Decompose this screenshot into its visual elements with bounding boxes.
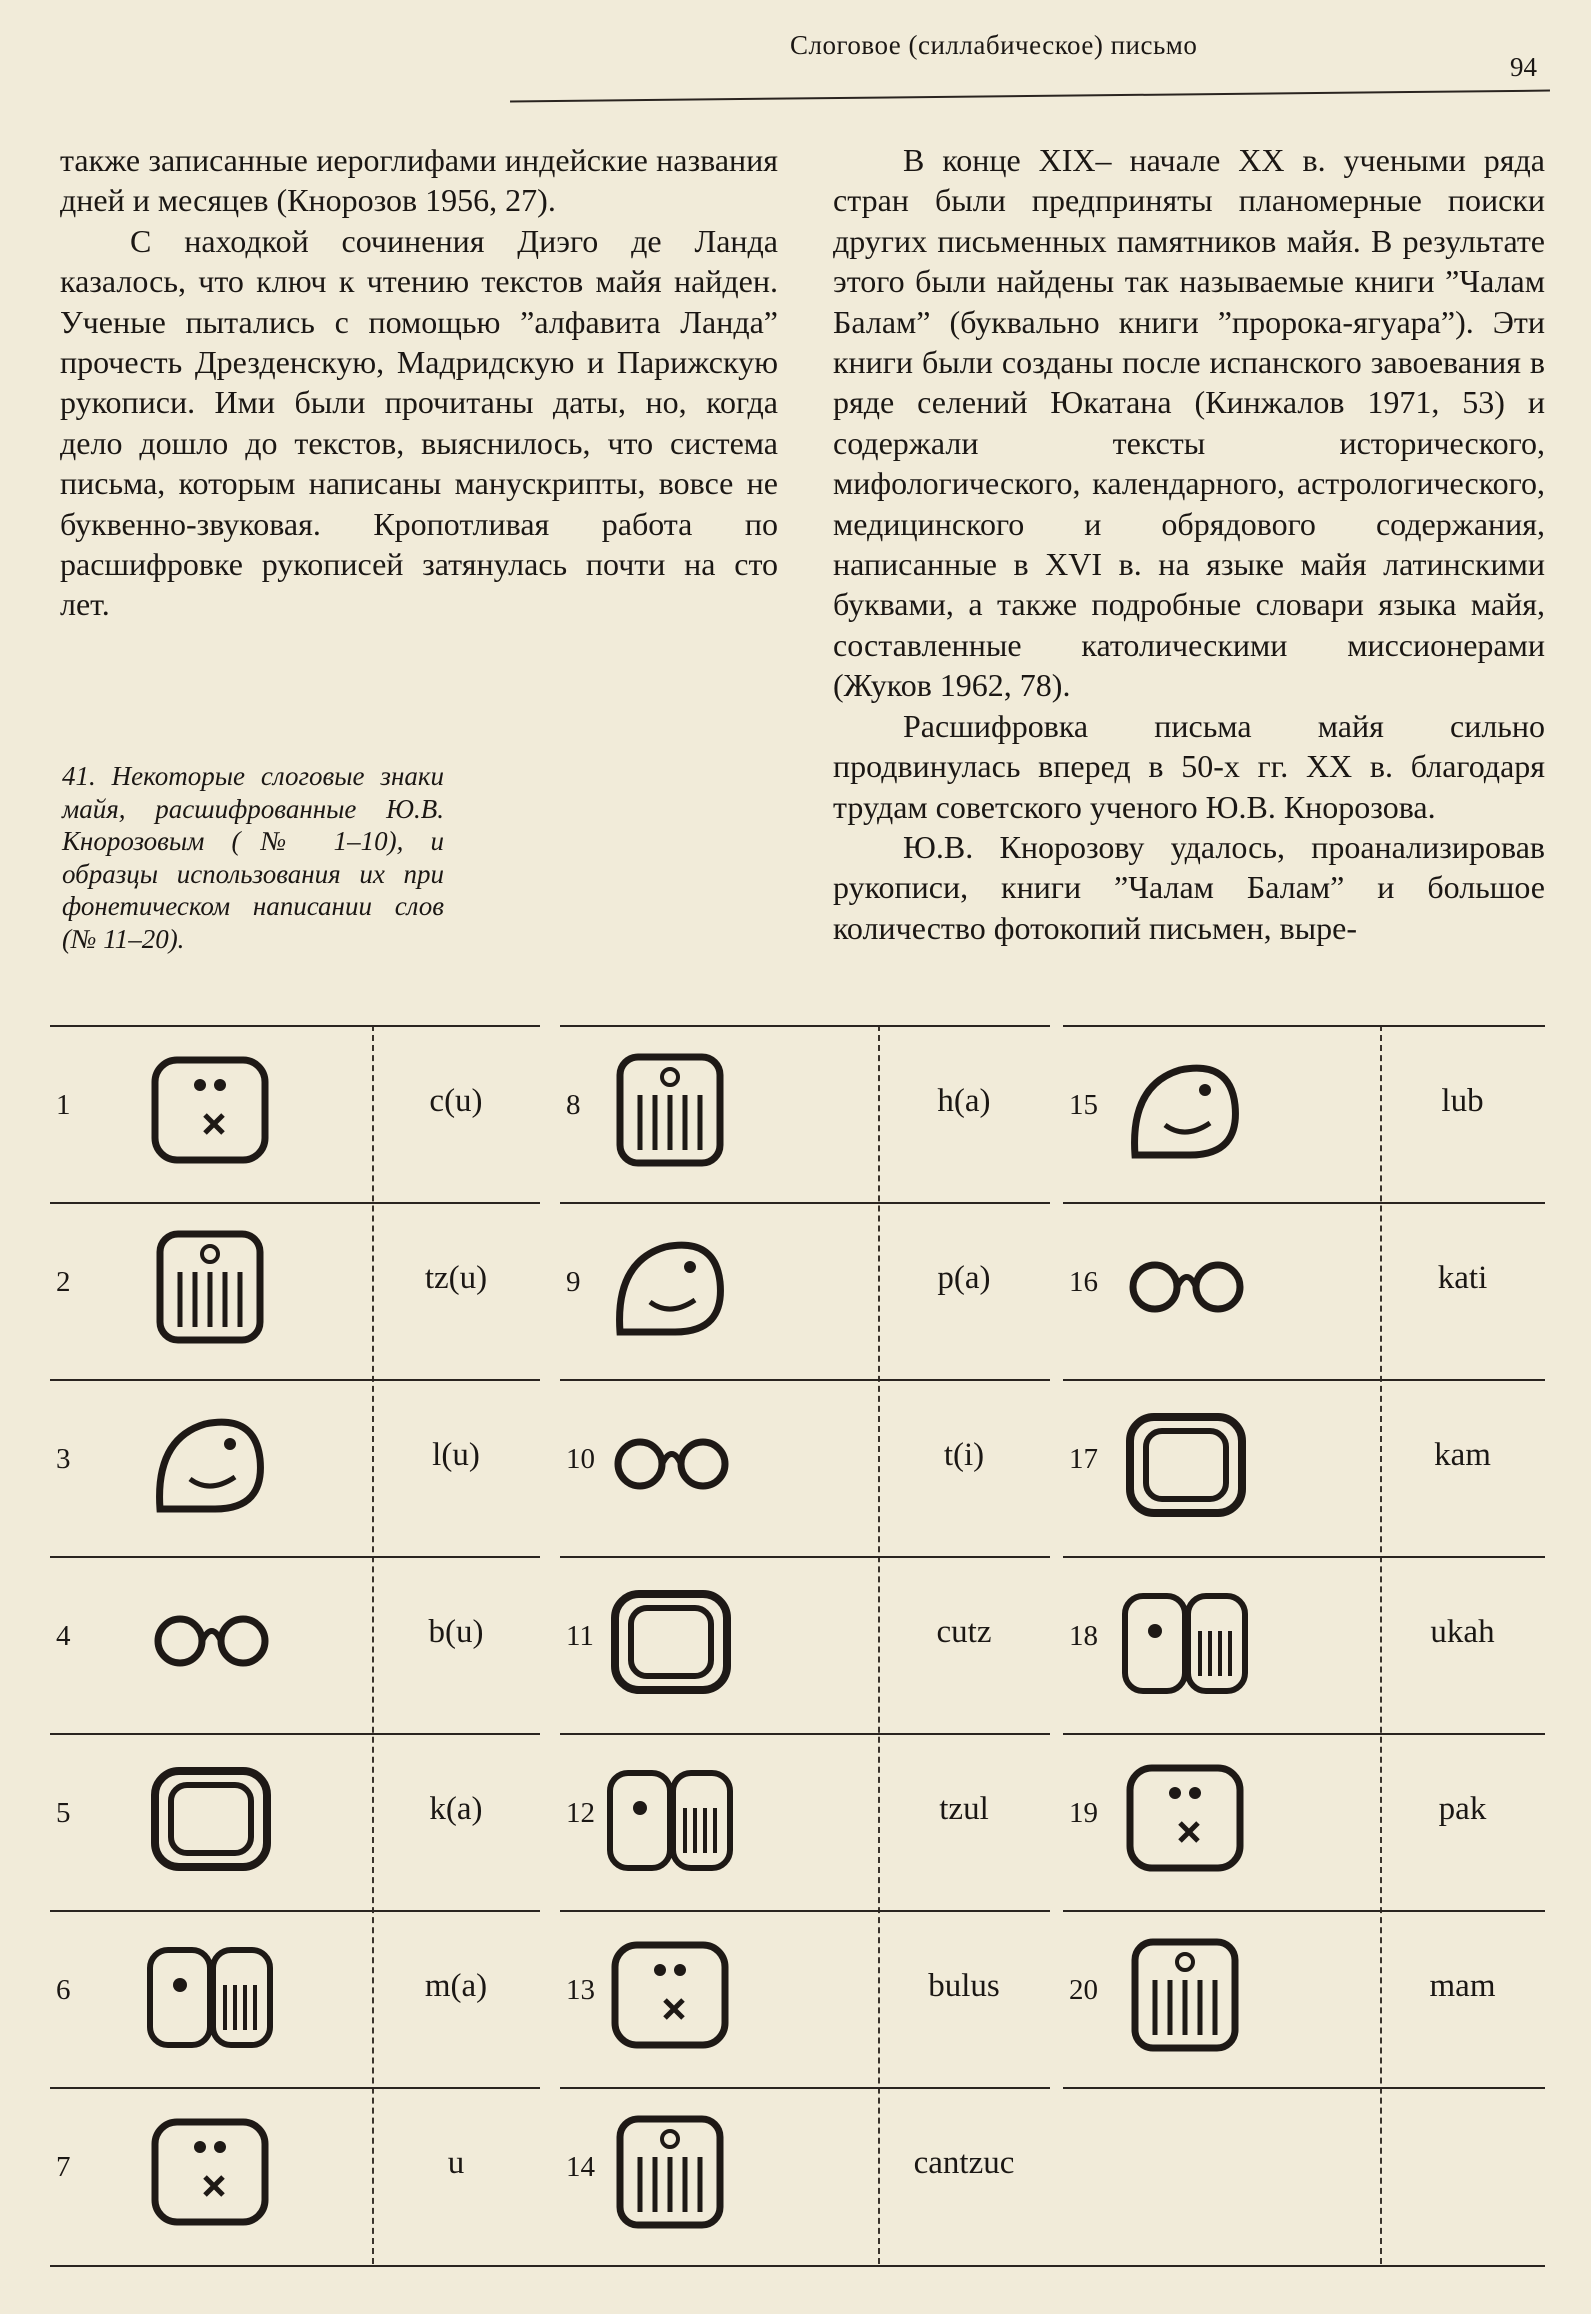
striped-glyph-icon	[135, 1222, 285, 1352]
glyph-column	[50, 1025, 540, 2264]
table-bottom-rule	[50, 2265, 1545, 2267]
double-ring-glyph-icon	[135, 1930, 285, 2060]
glyph-number: 13	[566, 1974, 595, 2006]
glyph-row	[50, 1202, 540, 1376]
glyph-reading: l(u)	[432, 1437, 480, 1473]
glyph-number: 4	[56, 1620, 71, 1652]
glyph-number: 1	[56, 1089, 71, 1121]
glyph-reading: b(u)	[428, 1614, 484, 1650]
glyph-number: 10	[566, 1443, 595, 1475]
left-text-column	[60, 140, 778, 625]
glyph-table	[50, 1025, 1545, 2275]
glyph-row	[1063, 1202, 1545, 1376]
glyph-row	[50, 1910, 540, 2084]
glyph-reading: kam	[1434, 1437, 1491, 1473]
glyph-reading: ukah	[1430, 1614, 1495, 1650]
glyph-reading: m(a)	[424, 1968, 488, 2004]
hook-glyph-icon	[595, 1045, 745, 1175]
right-paragraph: Ю.В. Кнорозову удалось, проанализировав рукописи, книги ”Чалам Балам” и большое количество фотокопий письмен, выре-	[833, 828, 1545, 946]
glyph-number: 3	[56, 1443, 71, 1475]
glyph-number: 19	[1069, 1797, 1098, 1829]
comb-glyph-icon	[135, 1576, 285, 1706]
page-number: 94	[1510, 52, 1537, 82]
glyph-number: 14	[566, 2151, 595, 2183]
glyph-reading: bulus	[928, 1968, 1000, 2004]
glyph-row	[560, 1379, 1050, 1553]
glyph-reading: tzul	[939, 1791, 989, 1827]
glyph-number: 2	[56, 1266, 71, 1298]
glyph-row	[1063, 1025, 1545, 1199]
glyph-column	[560, 1025, 1050, 2264]
glyph-reading: h(a)	[937, 1083, 991, 1119]
head-glyph-icon	[135, 1399, 285, 1529]
glyph-number: 16	[1069, 1266, 1098, 1298]
glyph-row	[50, 1733, 540, 1907]
glyph-row	[1063, 1733, 1545, 1907]
glyph-reading: cutz	[936, 1614, 992, 1650]
glyph-row	[50, 1379, 540, 1553]
figure-glyph-icon	[595, 1399, 745, 1529]
double-square-glyph-icon	[595, 1222, 745, 1352]
glyph-number: 17	[1069, 1443, 1098, 1475]
glyph-row	[1063, 1910, 1545, 2084]
glyph-reading: t(i)	[943, 1437, 985, 1473]
glyph-row	[560, 1733, 1050, 1907]
glyph-number: 8	[566, 1089, 581, 1121]
glyph-row	[560, 1556, 1050, 1730]
glyph-row	[1063, 2087, 1545, 2261]
glyph-row	[1063, 1379, 1545, 1553]
compound-glyph-cutz-icon	[595, 1576, 745, 1706]
glyph-reading: k(a)	[429, 1791, 483, 1827]
compound-glyph-kati-icon	[1110, 1222, 1260, 1352]
glyph-row	[560, 1202, 1050, 1376]
glyph-number: 11	[566, 1620, 594, 1652]
glyph-reading: u	[447, 2145, 465, 2181]
glyph-reading: cantzuc	[913, 2145, 1015, 2181]
square-glyph-with-curls-icon	[135, 1753, 285, 1883]
compound-glyph-lub-icon	[1110, 1045, 1260, 1175]
glyph-column	[1063, 1025, 1545, 2264]
glyph-row	[560, 2087, 1050, 2261]
glyph-row	[50, 1556, 540, 1730]
right-paragraph: Расшифровка письма майя сильно продвинулась вперед в 50-х гг. XX в. благодаря трудам советского ученого Ю.В. Кнорозова.	[833, 707, 1545, 825]
glyph-row	[50, 2087, 540, 2261]
right-text-column	[833, 140, 1545, 948]
glyph-reading: p(a)	[937, 1260, 991, 1296]
glyph-reading: pak	[1438, 1791, 1487, 1827]
glyph-row	[560, 1025, 1050, 1199]
glyph-number: 18	[1069, 1620, 1098, 1652]
glyph-row	[50, 1025, 540, 1199]
glyph-reading: kati	[1437, 1260, 1488, 1296]
glyph-row	[560, 1910, 1050, 2084]
compound-glyph-tzul-icon	[595, 1753, 745, 1883]
glyph-number: 5	[56, 1797, 71, 1829]
glyph-row	[1063, 1556, 1545, 1730]
running-title: Слоговое (силлабическое) письмо	[790, 30, 1198, 60]
glyph-reading: lub	[1441, 1083, 1484, 1119]
compound-glyph-pak-icon	[1110, 1753, 1260, 1883]
compound-glyph-cantzuc-icon	[595, 2107, 745, 2237]
glyph-reading: tz(u)	[424, 1260, 488, 1296]
glyph-reading: c(u)	[429, 1083, 483, 1119]
left-paragraph: С находкой сочинения Диэго де Ланда казалось, что ключ к чтению текстов майя найден. Ученые пытались с помощью ”алфавита Ланда” прочесть Дрезденскую, Мадридскую и Парижскую рукописи. Ими были прочитаны даты, но, когда дело дошло до текстов, выяснилось, что система письма, которым написаны манускрипты, вовсе не буквенно-звуковая. Кропотливая работа по расшифровке рукописей затянулась почти на сто лет.	[60, 222, 778, 623]
glyph-reading: mam	[1429, 1968, 1496, 2004]
narrow-vertical-glyph-icon	[135, 2107, 285, 2237]
compound-glyph-ukah-icon	[1110, 1576, 1260, 1706]
compound-glyph-mam-icon	[1110, 1930, 1260, 2060]
glyph-number: 9	[566, 1266, 581, 1298]
square-glyph-with-dots-and-x-icon	[135, 1045, 285, 1175]
glyph-number: 7	[56, 2151, 71, 2183]
header-rule	[510, 90, 1550, 103]
compound-glyph-kam-icon	[1110, 1399, 1260, 1529]
left-paragraph: также записанные иероглифами индейские названия дней и месяцев (Кнорозов 1956, 27).	[60, 142, 778, 219]
compound-glyph-bulus-icon	[595, 1930, 745, 2060]
glyph-number: 6	[56, 1974, 71, 2006]
figure-caption: 41. Некоторые слоговые знаки майя, расшифрованные Ю.В. Кнорозовым (№ 1–10), и образцы использования их при фонетическом написании слов (№ 11–20).	[62, 761, 444, 954]
glyph-number: 15	[1069, 1089, 1098, 1121]
glyph-number: 20	[1069, 1974, 1098, 2006]
right-paragraph: В конце XIX– начале XX в. учеными ряда стран были предприняты планомерные поиски других письменных памятников майя. В результате этого были найдены так называемые книги ”Чалам Балам” (буквально книги ”пророка-ягуара”). Эти книги были созданы после испанского завоевания в ряде селений Юкатана (Кинжалов 1971, 53) и содержали тексты исторического, мифологического, календарного, астрологического, медицинского и обрядового содержания, написанные в XVI в. на языке майя латинскими буквами, а также подробные словари языка майя, составленные католическими миссионерами (Жуков 1962, 78).	[833, 142, 1545, 704]
glyph-number: 12	[566, 1797, 595, 1829]
